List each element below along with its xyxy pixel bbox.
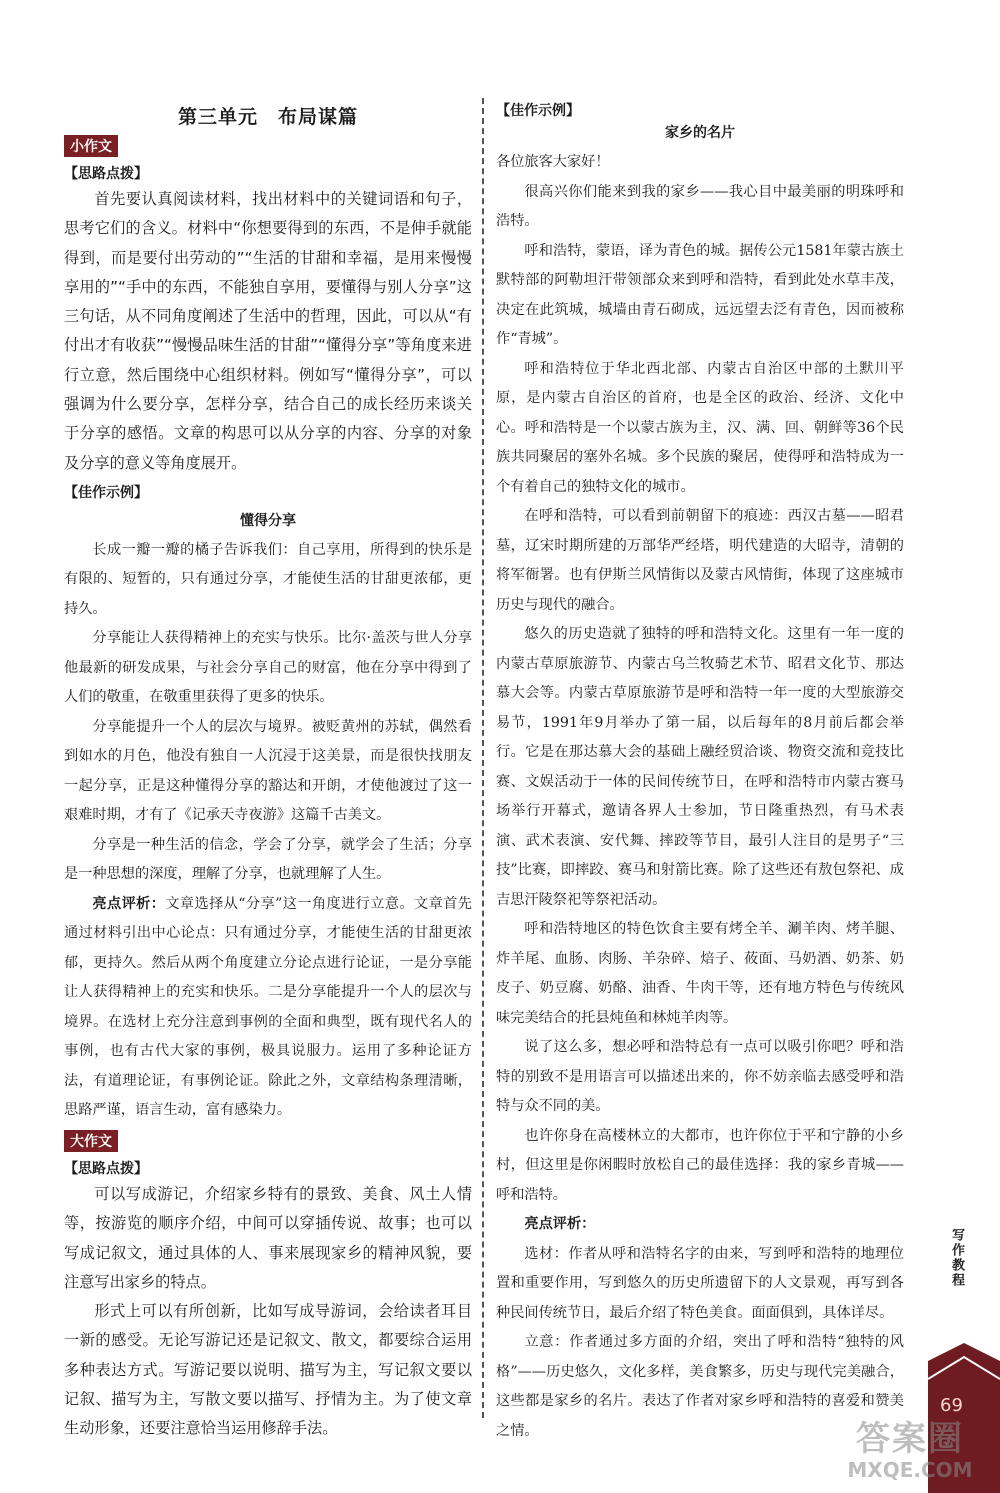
watermark-url: MXQE.COM [847,1458,973,1482]
page-number: 69 [940,1395,963,1416]
comment-paragraph [64,890,472,1126]
comment-heading-right: 亮点评析： [524,1216,596,1232]
big-thinking-paragraph: 可以写成游记，介绍家乡特有的景致、美食、风土人情等，按游览的顺序介绍，中间可以穿插传说、故事；也可以写成记叙文，通过具体的人、事来展现家乡的精神风貌，要注意写出家乡的特点。 [64,1184,472,1291]
big-thinking-heading: 【思路点拨】 [64,1160,148,1177]
big-essay-badge: 大作文 [64,1130,118,1152]
column-divider [482,98,484,1418]
comment-text: 文章选择从“分享”这一角度进行立意。文章首先通过材料引出中心论点：只有通过分享，才能使生活的甘甜更浓郁，更持久。然后从两个角度建立分论点进行论证，一是分享能让人获得精神上的充实和快乐。二是分享能提升一个人的层次与境界。在选材上充分注意到事例的全面和典型，既有现代名人的事例，也有古代大家的事例，极具说服力。运用了多种论证方法，有道理论证，有事例论证。除此之外，文章结构条理清晰，思路严谨，语言生动，富有感染力。 [64,895,472,1119]
unit-title: 第三单元 布局谋篇 [177,106,358,128]
essay-paragraph: 说了这么多，想必呼和浩特总有一点可以吸引你吧？呼和浩特的别致不是用语言可以描述出来的，你不妨亲临去感受呼和浩特与众不同的美。 [496,1039,904,1114]
essay-paragraph: 分享能让人获得精神上的充实与快乐。比尔·盖茨与世人分享他最新的研发成果，与社会分享自己的财富，他在分享中得到了人们的敬重，在敬重里获得了更多的快乐。 [64,630,472,706]
essay-paragraph: 在呼和浩特，可以看到前朝留下的痕迹：西汉古墓——昭君墓，辽宋时期所建的万部华严经塔，明代建造的大昭寺，清朝的将军衙署。也有伊斯兰风情街以及蒙古风情街，体现了这座城市历史与现代的融合。 [496,508,904,613]
greeting: 各位旅客大家好！ [496,154,610,170]
essay-paragraph: 也许你身在高楼林立的大都市，也许你位于平和宁静的小乡村，但这里是你闲暇时放松自己的最佳选择：我的家乡青城——呼和浩特。 [496,1127,904,1203]
essay-paragraph: 很高兴你们能来到我的家乡——我心目中最美丽的明珠呼和浩特。 [496,183,904,229]
left-column [64,96,472,1444]
comment-paragraph: 选材：作者从呼和浩特名字的由来，写到呼和浩特的地理位置和重要作用，写到悠久的历史所遗留下的人文景观，再写到各种民间传统节日，最后介绍了特色美食。面面俱到，具体详尽。 [496,1245,904,1321]
comment-label: 亮点评析： [92,895,166,912]
essay-paragraph: 呼和浩特位于华北西北部、内蒙古自治区中部的土默川平原，是内蒙古自治区的首府，也是全区的政治、经济、文化中心。呼和浩特是一个以蒙古族为主，汉、满、回、朝鲜等36个民族共同聚居的塞外名城。多个民族的聚居，使得呼和浩特成为一个有着自己的独特文化的城市。 [496,360,904,495]
big-thinking-paragraph: 形式上可以有所创新，比如写成导游词，会给读者耳目一新的感受。无论写游记还是记叙文、散文，都要综合运用多种表达方式。写游记要以说明、描写为主，写记叙文要以记叙、描写为主，写散文要以描写、抒情为主。为了使文章生动形象，还要注意恰当运用修辞手法。 [64,1302,472,1438]
example-heading-right: 【佳作示例】 [496,103,580,119]
essay-title-right: 家乡的名片 [665,125,735,141]
watermark-text: 答案圈 [856,1419,964,1459]
essay-paragraph: 长成一瓣一瓣的橘子告诉我们：自己享用，所得到的快乐是有限的、短暂的，只有通过分享，才能使生活的甘甜更浓郁，更持久。 [64,541,472,617]
essay-paragraph: 呼和浩特，蒙语，译为青色的城。据传公元1581年蒙古族土默特部的阿勒坦汗带领部众来到呼和浩特，看到此处水草丰茂，决定在此筑城，城墙由青石砌成，远远望去泛有青色，因而被称作“青城”。 [496,242,904,347]
watermark-logo [820,1420,1000,1482]
side-label: 写作教程 [949,1228,964,1288]
thinking-heading: 【思路点拨】 [64,166,148,182]
essay-title: 懂得分享 [240,512,296,529]
example-heading: 【佳作示例】 [64,484,148,501]
right-column [496,96,904,1446]
comment-paragraph: 立意：作者通过多方面的介绍，突出了呼和浩特“独特的风格”——历史悠久，文化多样，美食繁多，历史与现代完美融合，这些都是家乡的名片。表达了作者对家乡呼和浩特的喜爱和赞美之情。 [496,1334,904,1439]
thinking-text: 首先要认真阅读材料，找出材料中的关键词语和句子，思考它们的含义。材料中“你想要得到的东西，不是伸手就能得到，而是要付出劳动的”“生活的甘甜和幸福，是用来慢慢享用的”“手中的东西，不能独自享用，要懂得与别人分享”这三句话，从不同角度阐述了生活中的哲理，因此，可以从“有付出才有收获”“慢慢品味生活的甘甜”“懂得分享”等角度来进行立意，然后围绕中心组织材料。例如写“懂得分享”，可以强调为什么要分享，怎样分享，结合自己的成长经历来谈关于分享的感悟。文章的构思可以从分享的内容、分享的对象及分享的意义等角度展开。 [64,190,472,472]
essay-paragraph: 悠久的历史造就了独特的呼和浩特文化。这里有一年一度的内蒙古草原旅游节、内蒙古乌兰牧骑艺术节、昭君文化节、那达慕大会等。内蒙古草原旅游节是呼和浩特一年一度的大型旅游交易节，1991年9月举办了第一届，以后每年的8月前后都会举行。它是在那达慕大会的基础上融经贸洽谈、物资交流和竞技比赛、文娱活动于一体的民间传统节日，在呼和浩特市内蒙古赛马场举行开幕式，邀请各界人士参加，节日隆重热烈，有马术表演、武术表演、安代舞、摔跤等节目，最引人注目的是男子“三技”比赛，即摔跤、赛马和射箭比赛。除了这些还有敖包祭祀、成吉思汗陵祭祀等祭祀活动。 [496,626,904,908]
essay-paragraph: 呼和浩特地区的特色饮食主要有烤全羊、涮羊肉、烤羊腿、炸羊尾、血肠、肉肠、羊杂碎、焙子、莜面、马奶酒、奶茶、奶皮子、奶豆腐、奶酪、油香、牛肉干等，还有地方特色与传统风味完美结合的托县炖鱼和林炖羊肉等。 [496,921,904,1026]
essay-paragraph: 分享是一种生活的信念，学会了分享，就学会了生活；分享是一种思想的深度，理解了分享，也就理解了人生。 [64,836,472,883]
small-essay-badge: 小作文 [64,135,118,157]
essay-paragraph: 分享能提升一个人的层次与境界。被贬黄州的苏轼，偶然看到如水的月色，他没有独自一人沉浸于这美景，而是很快找朋友一起分享，正是这种懂得分享的豁达和开朗，才使他渡过了这一艰难时期，才有了《记承天寺夜游》这篇千古美文。 [64,718,472,824]
